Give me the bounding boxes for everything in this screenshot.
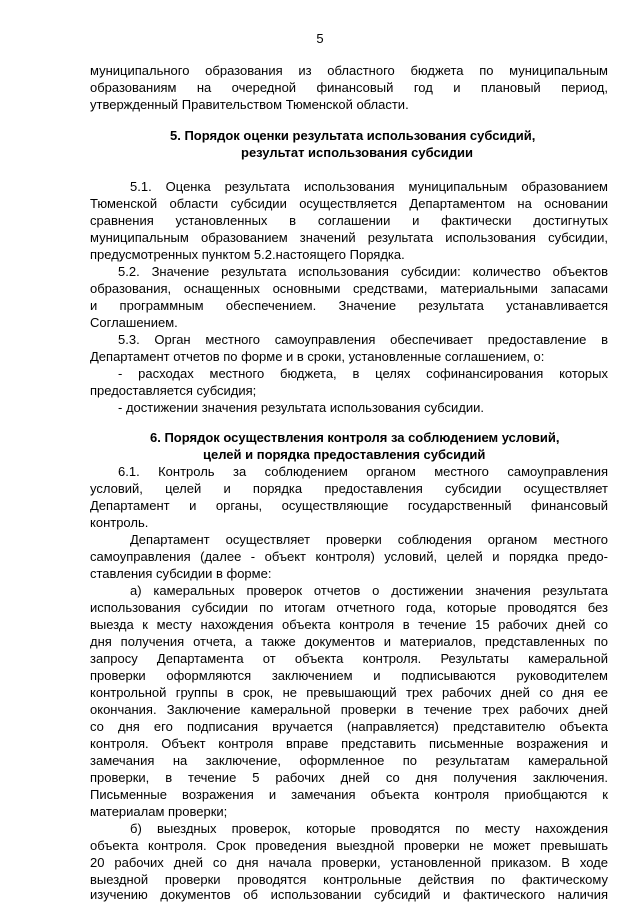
page-number: 5 — [316, 31, 324, 46]
text-line: проверки оформляются заключением и подписываются руководителем — [90, 668, 608, 683]
text-line: предусмотренных пунктом 5.2.настоящего Порядка. — [90, 247, 405, 262]
text-line: использования субсидии по итогам отчетного года, которые проводятся без — [90, 600, 608, 615]
text-line: предоставляется субсидия; — [90, 383, 257, 398]
text-line: контроль. — [90, 515, 149, 530]
text-line: образования, оснащенных основными средствами, материальными запасами — [90, 281, 608, 296]
text-line: условий, целей и порядка предоставления субсидии осуществляет — [90, 481, 608, 496]
text-line: выезда к месту нахождения объекта контроля в течение 15 рабочих дней со — [90, 617, 608, 632]
section-heading: целей и порядка предоставления субсидий — [203, 447, 486, 462]
section-heading: 5. Порядок оценки результата использования субсидий, — [170, 128, 536, 143]
text-line: образованиям на очередной финансовый год и плановый период, — [90, 80, 608, 95]
text-line: дня получения отчета, а также документов и материалов, представленных по — [90, 634, 608, 649]
text-line: Департамент осуществляет проверки соблюдения органом местного — [130, 532, 608, 547]
text-line: муниципального образования из областного бюджета по муниципальным — [90, 63, 608, 78]
text-line: замечания на заключение, оформленное по результатам камеральной — [90, 753, 608, 768]
text-line: 5.3. Орган местного самоуправления обеспечивает предоставление в — [118, 332, 608, 347]
text-line: самоуправления (далее - объект контроля) условий, целей и порядка предо- — [90, 549, 608, 564]
text-line: б) выездных проверок, которые проводятся по месту нахождения — [130, 821, 608, 836]
section-heading: 6. Порядок осуществления контроля за соблюдением условий, — [150, 430, 560, 445]
text-line: выездной проверки проводятся контрольные действия по фактическому — [90, 872, 608, 887]
text-line: контроля. Объект контроля вправе представить письменные возражения и — [90, 736, 608, 751]
text-line: со дня его подписания вручается (направляется) представителю объекта — [90, 719, 608, 734]
text-line: Соглашением. — [90, 315, 178, 330]
text-line: 5.2. Значение результата использования субсидии: количество объектов — [118, 264, 608, 279]
text-line: 5.1. Оценка результата использования муниципальным образованием — [130, 179, 608, 194]
text-line: контрольной группы в срок, не превышающий трех рабочих дней со дня ее — [90, 685, 608, 700]
text-line: окончания. Заключение камеральной проверки в течение трех рабочих дней — [90, 702, 608, 717]
section-heading: результат использования субсидии — [241, 145, 473, 160]
text-line: изучению документов об использовании субсидий и фактического наличия — [90, 887, 608, 902]
text-line: а) камеральных проверок отчетов о достижении значения результата — [130, 583, 608, 598]
text-line: 20 рабочих дней со дня начала проверки, установленной приказом. В ходе — [90, 855, 608, 870]
text-line: утвержденный Правительством Тюменской области. — [90, 97, 409, 112]
text-line: Тюменской области субсидии осуществляется Департаментом на основании — [90, 196, 608, 211]
text-line: Департамент отчетов по форме и в сроки, установленные соглашением, о: — [90, 349, 545, 364]
text-line: объекта контроля. Срок проведения выездной проверки не может превышать — [90, 838, 608, 853]
text-line: муниципальным образованием значений результата использования субсидии, — [90, 230, 608, 245]
text-line: и программным обеспечением. Значение результата устанавливается — [90, 298, 608, 313]
text-line: материалам проверки; — [90, 804, 228, 819]
text-line: запросу Департамента от объекта контроля. Результаты камеральной — [90, 651, 608, 666]
text-line: сравнения установленных в соглашении и фактически достигнутых — [90, 213, 608, 228]
text-line: ставления субсидии в форме: — [90, 566, 272, 581]
text-line: 6.1. Контроль за соблюдением органом местного самоуправления — [118, 464, 608, 479]
text-line: Департамент и органы, осуществляющие государственный финансовый — [90, 498, 608, 513]
text-line: - расходах местного бюджета, в целях софинансирования которых — [118, 366, 608, 381]
text-line: Письменные возражения и замечания объекта контроля приобщаются к — [90, 787, 608, 802]
text-line: - достижении значения результата использования субсидии. — [118, 400, 484, 415]
text-line: проверки, в течение 5 рабочих дней со дня получения заключения. — [90, 770, 608, 785]
